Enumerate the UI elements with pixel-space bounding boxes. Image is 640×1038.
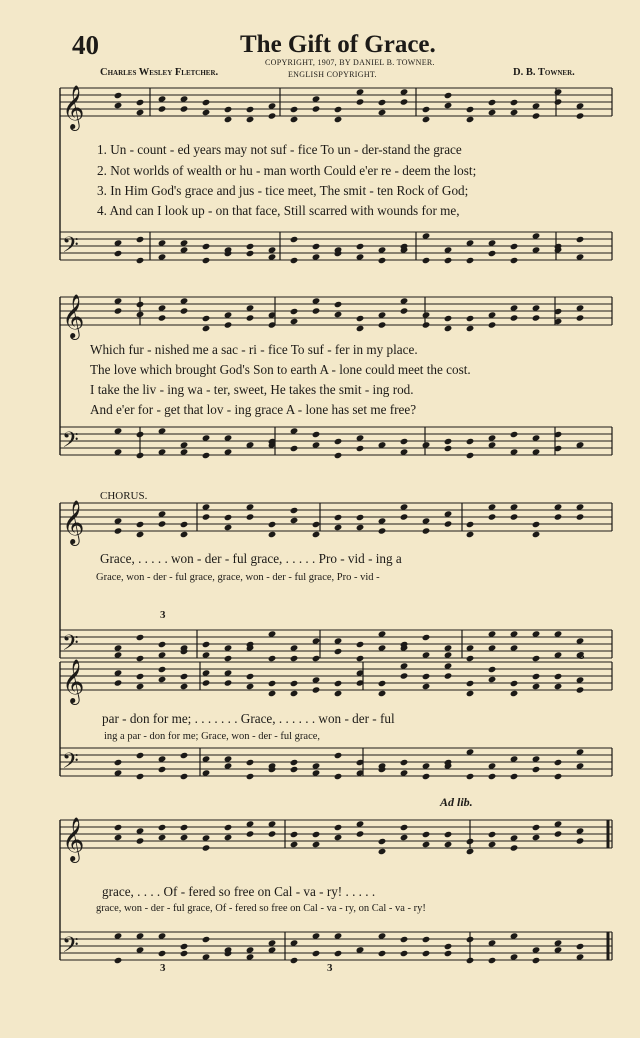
chorus-line-1-upper: Grace, . . . . . won - der - ful grace, . . . . . Pro - vid - ing a bbox=[100, 551, 402, 566]
note-head bbox=[180, 834, 189, 841]
note-head bbox=[532, 531, 541, 538]
note-head bbox=[334, 834, 343, 841]
note-head bbox=[246, 250, 255, 257]
note-head bbox=[312, 841, 321, 848]
note-head bbox=[334, 301, 343, 308]
clef-symbol: 𝄞 bbox=[62, 659, 85, 703]
note-head bbox=[444, 102, 453, 109]
note-head bbox=[356, 325, 365, 332]
note-head bbox=[224, 321, 233, 328]
clef-symbol: 𝄞 bbox=[62, 85, 85, 129]
clef-symbol: 𝄢 bbox=[62, 933, 79, 963]
note-head bbox=[290, 841, 299, 848]
note-head bbox=[356, 524, 365, 531]
note-head bbox=[488, 109, 497, 116]
note-head bbox=[202, 109, 211, 116]
note-head bbox=[400, 672, 409, 679]
note-head bbox=[312, 105, 321, 112]
note-head bbox=[158, 824, 167, 831]
note-head bbox=[136, 257, 145, 264]
note-head bbox=[312, 531, 321, 538]
note-head bbox=[532, 521, 541, 528]
note-head bbox=[334, 106, 343, 113]
verse-2-line-1: 2. Not worlds of wealth or hu - man worth Could e'er re - deem the lost; bbox=[97, 163, 477, 178]
note-head bbox=[312, 521, 321, 528]
verse-3-line-1: 3. In Him God's grace and jus - tice meet, The smit - ten Rock of God; bbox=[97, 183, 469, 198]
note-head bbox=[510, 99, 519, 106]
note-head bbox=[114, 102, 123, 109]
note-head bbox=[224, 679, 233, 686]
note-head bbox=[356, 514, 365, 521]
note-head bbox=[554, 673, 563, 680]
note-head bbox=[246, 116, 255, 123]
note-head bbox=[136, 109, 145, 116]
note-head bbox=[554, 98, 563, 105]
note-head bbox=[532, 834, 541, 841]
note-head bbox=[422, 773, 431, 780]
note-head bbox=[554, 513, 563, 520]
note-head bbox=[180, 824, 189, 831]
note-head bbox=[422, 936, 431, 943]
note-head bbox=[114, 250, 123, 257]
note-head bbox=[444, 315, 453, 322]
note-head bbox=[158, 950, 167, 957]
note-head bbox=[488, 831, 497, 838]
note-head bbox=[268, 112, 277, 119]
note-head bbox=[466, 106, 475, 113]
note-head bbox=[400, 98, 409, 105]
note-head bbox=[576, 943, 585, 950]
note-head bbox=[136, 531, 145, 538]
note-head bbox=[444, 943, 453, 950]
note-head bbox=[290, 116, 299, 123]
note-head bbox=[356, 830, 365, 837]
note-head bbox=[510, 257, 519, 264]
note-head bbox=[444, 672, 453, 679]
note-head bbox=[488, 773, 497, 780]
note-head bbox=[180, 521, 189, 528]
note-head bbox=[334, 648, 343, 655]
note-head bbox=[334, 950, 343, 957]
note-head bbox=[466, 438, 475, 445]
clef-symbol: 𝄞 bbox=[62, 500, 85, 544]
note-head bbox=[114, 824, 123, 831]
note-head bbox=[224, 116, 233, 123]
note-head bbox=[400, 950, 409, 957]
note-head bbox=[202, 325, 211, 332]
note-head bbox=[290, 318, 299, 325]
hymn-title: The Gift of Grace. bbox=[240, 31, 436, 58]
triplet-mark: 3 bbox=[160, 962, 166, 974]
note-head bbox=[422, 683, 431, 690]
note-head bbox=[422, 116, 431, 123]
note-head bbox=[378, 848, 387, 855]
note-head bbox=[290, 507, 299, 514]
note-head bbox=[422, 321, 431, 328]
note-head bbox=[422, 831, 431, 838]
note-head bbox=[246, 830, 255, 837]
note-head bbox=[290, 308, 299, 315]
note-head bbox=[290, 759, 299, 766]
note-head bbox=[334, 680, 343, 687]
note-head bbox=[290, 690, 299, 697]
triplet-mark: 3 bbox=[160, 609, 166, 621]
composer-credit: D. B. Towner. bbox=[513, 67, 575, 78]
note-head bbox=[136, 431, 145, 438]
note-head bbox=[532, 314, 541, 321]
note-head bbox=[576, 236, 585, 243]
clef-symbol: 𝄞 bbox=[62, 294, 85, 338]
note-head bbox=[466, 773, 475, 780]
note-head bbox=[202, 315, 211, 322]
note-head bbox=[466, 680, 475, 687]
note-head bbox=[312, 243, 321, 250]
note-head bbox=[136, 236, 145, 243]
note-head bbox=[114, 307, 123, 314]
note-head bbox=[422, 634, 431, 641]
note-head bbox=[136, 655, 145, 662]
note-head bbox=[576, 513, 585, 520]
note-head bbox=[334, 514, 343, 521]
note-head bbox=[136, 99, 145, 106]
note-head bbox=[334, 690, 343, 697]
note-head bbox=[180, 307, 189, 314]
note-head bbox=[576, 314, 585, 321]
note-head bbox=[290, 257, 299, 264]
note-head bbox=[510, 314, 519, 321]
note-head bbox=[158, 314, 167, 321]
chorus-line-3-upper: grace, . . . . Of - fered so free on Cal - va - ry! . . . . . bbox=[102, 884, 376, 899]
note-head bbox=[136, 301, 145, 308]
note-head bbox=[444, 950, 453, 957]
copyright-line: COPYRIGHT, 1907, BY DANIEL B. TOWNER. bbox=[265, 58, 435, 67]
note-head bbox=[202, 243, 211, 250]
note-head bbox=[444, 92, 453, 99]
note-head bbox=[136, 673, 145, 680]
note-head bbox=[246, 243, 255, 250]
note-head bbox=[510, 431, 519, 438]
ad-lib-marking: Ad lib. bbox=[440, 795, 473, 809]
chorus-line-1-lower: Grace, won - der - ful grace, grace, won - der - ful grace, Pro - vid - bbox=[96, 572, 380, 583]
note-head bbox=[444, 325, 453, 332]
note-head bbox=[158, 520, 167, 527]
note-head bbox=[422, 257, 431, 264]
note-head bbox=[378, 838, 387, 845]
note-head bbox=[488, 99, 497, 106]
note-head bbox=[466, 838, 475, 845]
english-copyright: ENGLISH COPYRIGHT. bbox=[288, 70, 377, 79]
note-head bbox=[246, 773, 255, 780]
note-head bbox=[554, 683, 563, 690]
note-head bbox=[224, 106, 233, 113]
note-head bbox=[532, 112, 541, 119]
note-head bbox=[202, 452, 211, 459]
note-head bbox=[466, 452, 475, 459]
note-head bbox=[488, 957, 497, 964]
note-head bbox=[444, 445, 453, 452]
note-head bbox=[400, 513, 409, 520]
note-head bbox=[466, 936, 475, 943]
note-head bbox=[510, 844, 519, 851]
note-head bbox=[510, 109, 519, 116]
note-head bbox=[224, 834, 233, 841]
note-head bbox=[158, 666, 167, 673]
note-head bbox=[400, 834, 409, 841]
note-head bbox=[444, 841, 453, 848]
note-head bbox=[466, 690, 475, 697]
note-head bbox=[312, 431, 321, 438]
note-head bbox=[268, 531, 277, 538]
note-head bbox=[554, 759, 563, 766]
note-head bbox=[576, 837, 585, 844]
note-head bbox=[136, 521, 145, 528]
verse-4-line-2: And e'er for - get that lov - ing grace A - lone has set me free? bbox=[90, 402, 417, 417]
note-head bbox=[202, 513, 211, 520]
note-head bbox=[466, 531, 475, 538]
note-head bbox=[400, 307, 409, 314]
note-head bbox=[202, 99, 211, 106]
note-head bbox=[246, 683, 255, 690]
note-head bbox=[466, 521, 475, 528]
note-head bbox=[466, 957, 475, 964]
note-head bbox=[532, 957, 541, 964]
note-head bbox=[400, 438, 409, 445]
note-head bbox=[576, 686, 585, 693]
note-head bbox=[532, 824, 541, 831]
note-head bbox=[488, 321, 497, 328]
triplet-mark: 3 bbox=[579, 650, 585, 662]
note-head bbox=[246, 759, 255, 766]
note-head bbox=[246, 673, 255, 680]
note-head bbox=[158, 676, 167, 683]
note-head bbox=[136, 452, 145, 459]
note-head bbox=[158, 105, 167, 112]
note-head bbox=[466, 257, 475, 264]
note-head bbox=[246, 513, 255, 520]
note-head bbox=[378, 257, 387, 264]
verse-1-line-1: 1. Un - count - ed years may not suf - fice To un - der-stand the grace bbox=[97, 142, 462, 157]
note-head bbox=[136, 752, 145, 759]
note-head bbox=[268, 830, 277, 837]
lyricist-credit: Charles Wesley Fletcher. bbox=[100, 67, 219, 78]
note-head bbox=[356, 641, 365, 648]
note-head bbox=[158, 641, 167, 648]
note-head bbox=[290, 766, 299, 773]
note-head bbox=[334, 438, 343, 445]
note-head bbox=[334, 752, 343, 759]
note-head bbox=[532, 655, 541, 662]
verse-3-line-2: I take the liv - ing wa - ter, sweet, He takes the smit - ing rod. bbox=[90, 382, 414, 397]
note-head bbox=[312, 950, 321, 957]
note-head bbox=[180, 105, 189, 112]
note-head bbox=[114, 957, 123, 964]
note-head bbox=[334, 824, 343, 831]
note-head bbox=[114, 759, 123, 766]
note-head bbox=[290, 680, 299, 687]
note-head bbox=[202, 641, 211, 648]
note-head bbox=[356, 315, 365, 322]
note-head bbox=[202, 257, 211, 264]
note-head bbox=[312, 831, 321, 838]
note-head bbox=[378, 321, 387, 328]
note-head bbox=[510, 690, 519, 697]
note-head bbox=[114, 679, 123, 686]
note-head bbox=[400, 824, 409, 831]
note-head bbox=[334, 524, 343, 531]
note-head bbox=[356, 445, 365, 452]
note-head bbox=[356, 243, 365, 250]
verse-4-line-1: 4. And can I look up - on that face, Still scarred with wounds for me, bbox=[97, 203, 460, 218]
note-head bbox=[180, 673, 189, 680]
note-head bbox=[136, 634, 145, 641]
note-head bbox=[510, 243, 519, 250]
note-head bbox=[400, 936, 409, 943]
note-head bbox=[202, 936, 211, 943]
note-head bbox=[378, 680, 387, 687]
note-head bbox=[444, 520, 453, 527]
note-head bbox=[532, 766, 541, 773]
note-head bbox=[180, 950, 189, 957]
note-head bbox=[268, 680, 277, 687]
note-head bbox=[290, 445, 299, 452]
note-head bbox=[422, 950, 431, 957]
note-head bbox=[290, 957, 299, 964]
chorus-line-3-lower: grace, won - der - ful grace, Of - fered so free on Cal - va - ry, on Cal - va - ry! bbox=[96, 903, 426, 914]
note-head bbox=[246, 314, 255, 321]
note-head bbox=[334, 116, 343, 123]
note-head bbox=[400, 759, 409, 766]
verse-1-line-2: Which fur - nished me a sac - ri - fice To suf - fer in my place. bbox=[90, 342, 418, 357]
note-head bbox=[444, 831, 453, 838]
clef-symbol: 𝄢 bbox=[62, 631, 79, 661]
note-head bbox=[180, 752, 189, 759]
note-head bbox=[224, 824, 233, 831]
note-head bbox=[290, 655, 299, 662]
note-head bbox=[114, 92, 123, 99]
clef-symbol: 𝄢 bbox=[62, 233, 79, 263]
note-head bbox=[268, 655, 277, 662]
note-head bbox=[488, 676, 497, 683]
note-head bbox=[334, 452, 343, 459]
note-head bbox=[136, 311, 145, 318]
note-head bbox=[202, 844, 211, 851]
chorus-label: CHORUS. bbox=[100, 490, 148, 502]
note-head bbox=[224, 524, 233, 531]
note-head bbox=[422, 841, 431, 848]
note-head bbox=[532, 683, 541, 690]
note-head bbox=[158, 834, 167, 841]
clef-symbol: 𝄞 bbox=[62, 817, 85, 861]
note-head bbox=[136, 683, 145, 690]
note-head bbox=[356, 98, 365, 105]
note-head bbox=[378, 527, 387, 534]
note-head bbox=[290, 106, 299, 113]
note-head bbox=[136, 773, 145, 780]
note-head bbox=[268, 521, 277, 528]
chorus-line-2-lower: ing a par - don for me; Grace, won - der - ful grace, bbox=[104, 731, 321, 742]
hymn-number: 40 bbox=[72, 30, 99, 60]
note-head bbox=[312, 307, 321, 314]
note-head bbox=[180, 773, 189, 780]
note-head bbox=[356, 655, 365, 662]
note-head bbox=[290, 236, 299, 243]
note-head bbox=[466, 848, 475, 855]
note-head bbox=[532, 673, 541, 680]
note-head bbox=[422, 106, 431, 113]
note-head bbox=[202, 679, 211, 686]
note-head bbox=[180, 683, 189, 690]
note-head bbox=[158, 766, 167, 773]
note-head bbox=[268, 690, 277, 697]
note-head bbox=[114, 527, 123, 534]
note-head bbox=[422, 527, 431, 534]
note-head bbox=[378, 690, 387, 697]
note-head bbox=[312, 686, 321, 693]
clef-symbol: 𝄢 bbox=[62, 749, 79, 779]
note-head bbox=[290, 831, 299, 838]
note-head bbox=[290, 517, 299, 524]
note-head bbox=[114, 834, 123, 841]
note-head bbox=[466, 116, 475, 123]
note-head bbox=[136, 837, 145, 844]
clef-symbol: 𝄢 bbox=[62, 428, 79, 458]
note-head bbox=[334, 773, 343, 780]
note-head bbox=[378, 109, 387, 116]
note-head bbox=[576, 112, 585, 119]
note-head bbox=[224, 514, 233, 521]
chorus-line-2-upper: par - don for me; . . . . . . . Grace, . . . . . . won - der - ful bbox=[102, 711, 395, 726]
note-head bbox=[180, 531, 189, 538]
note-head bbox=[312, 655, 321, 662]
note-head bbox=[378, 99, 387, 106]
note-head bbox=[466, 315, 475, 322]
verse-2-line-2: The love which brought God's Son to earth A - lone could meet the cost. bbox=[90, 362, 471, 377]
note-head bbox=[488, 666, 497, 673]
note-head bbox=[510, 680, 519, 687]
note-head bbox=[334, 311, 343, 318]
note-head bbox=[422, 673, 431, 680]
note-head bbox=[466, 655, 475, 662]
triplet-mark: 3 bbox=[327, 962, 333, 974]
note-head bbox=[488, 513, 497, 520]
note-head bbox=[378, 950, 387, 957]
note-head bbox=[554, 773, 563, 780]
note-head bbox=[510, 513, 519, 520]
note-head bbox=[224, 655, 233, 662]
note-head bbox=[180, 943, 189, 950]
note-head bbox=[246, 106, 255, 113]
note-head bbox=[554, 830, 563, 837]
note-head bbox=[488, 250, 497, 257]
note-head bbox=[488, 841, 497, 848]
note-head bbox=[510, 773, 519, 780]
note-head bbox=[444, 257, 453, 264]
note-head bbox=[466, 325, 475, 332]
note-head bbox=[444, 438, 453, 445]
